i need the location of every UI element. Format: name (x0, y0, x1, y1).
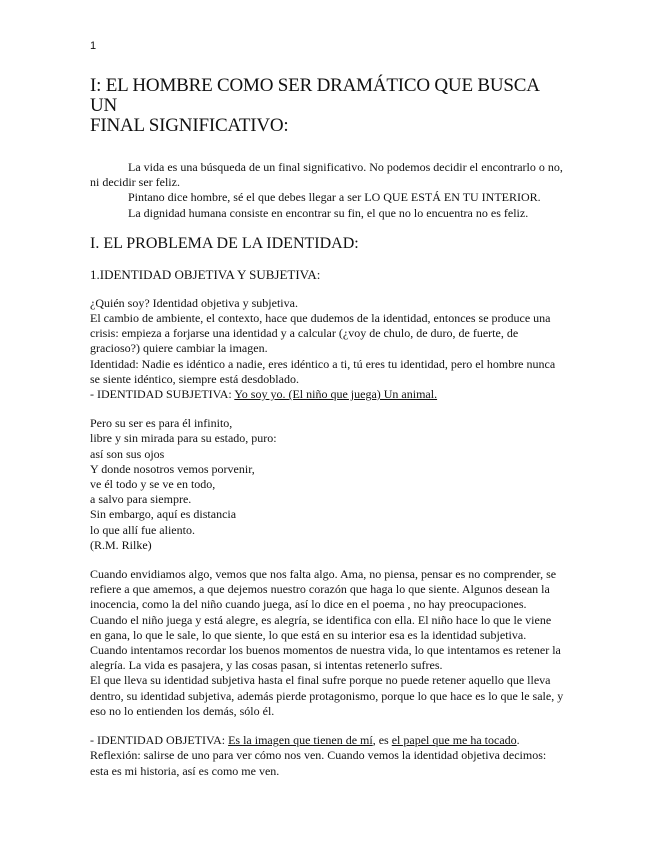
chapter-title-line-2: FINAL SIGNIFICATIVO: (90, 115, 289, 136)
poem (90, 416, 565, 553)
page-number: 1 (90, 40, 97, 52)
poem-line: Sin embargo, aquí es distancia (90, 507, 237, 522)
intro-paragraph-1: La vida es una búsqueda de un final significativo. No podemos decidir el encontrarlo o no, ni decidir ser feliz. (90, 160, 563, 190)
subsection-title: 1.IDENTIDAD OBJETIVA Y SUBJETIVA: (90, 266, 321, 282)
chapter-title-line-1: I: EL HOMBRE COMO SER DRAMÁTICO QUE BUSCA UN (90, 75, 539, 116)
poem-line: así son sus ojos (90, 446, 165, 461)
poem-line: Pero su ser es para él infinito, (90, 416, 233, 431)
poem-line: libre y sin mirada para su estado, puro: (90, 431, 277, 446)
objective-identity-label: - IDENTIDAD OBJETIVA: (90, 733, 229, 748)
reflection-paragraph: Reflexión: salirse de uno para ver cómo nos ven. Cuando vemos la identidad objetiva decimos: esta es mi historia, así es como me ven. (90, 748, 547, 778)
document-body (90, 76, 565, 779)
block1-line-2: El cambio de ambiente, el contexto, hace que dudemos de la identidad, entonces se produce una crisis: empieza a forjarse una identidad y a calcular (¿voy de chulo, de duro, de fuerte, de gracioso?) quiere cambiar la imagen. (90, 311, 551, 356)
poem-line: ve él todo y se ve en todo, (90, 477, 216, 492)
intro-paragraph-2: Pintano dice hombre, sé el que debes llegar a ser LO QUE ESTÁ EN TU INTERIOR. (128, 190, 541, 205)
subjective-identity-text: Yo soy yo. (El niño que juega) Un animal. (234, 387, 438, 402)
chapter-title (90, 76, 565, 136)
block1-line-1: ¿Quién soy? Identidad objetiva y subjetiva. (90, 295, 298, 310)
poem-line: lo que allí fue aliento. (90, 522, 195, 537)
block1-line-3: Identidad: Nadie es idéntico a nadie, eres idéntico a ti, tú eres tu identidad, pero el hombre nunca se siente idéntico, siempre está desdoblado. (90, 356, 556, 386)
block2-paragraph-1: Cuando envidiamos algo, vemos que nos falta algo. Ama, no piensa, pensar es no comprender, se refiere a que amemos, a que dejemos nuestro corazón que haga lo que siente. Algunos desean la inocencia, como la del niño cuando juega, así lo dice en el poema , no hay preocupaciones. Cuando el niño juega y está alegre, es alegría, se identifica con ella. El niño hace lo que le viene en gana, lo que le sale, lo que siente, lo que está en su interior esa es la identidad subjetiva. (90, 567, 557, 642)
objective-identity-image: Es la imagen que tienen de mí (228, 733, 373, 748)
section-title: I. EL PROBLEMA DE LA IDENTIDAD: (90, 234, 359, 252)
block2-paragraph-2: Cuando intentamos recordar los buenos momentos de nuestra vida, lo que intentamos es retener la alegría. La vida es pasajera, y las cosas pasan, si intentas retenerlo sufres. (90, 643, 561, 673)
objective-identity-role: el papel que me ha tocado (391, 733, 517, 748)
objective-identity-mid: , es (372, 733, 392, 748)
objective-identity-end: . (516, 733, 520, 748)
intro-paragraph-3: La dignidad humana consiste en encontrar su fin, el que no lo encuentra no es feliz. (128, 205, 529, 220)
poem-line: a salvo para siempre. (90, 492, 192, 507)
objective-identity-line (90, 733, 565, 748)
poem-author: (R.M. Rilke) (90, 537, 152, 552)
poem-line: Y donde nosotros vemos porvenir, (90, 461, 255, 476)
block2-paragraph-3: El que lleva su identidad subjetiva hasta el final sufre porque no puede retener aquello que lleva dentro, su identidad subjetiva, además pierde protagonismo, porque lo que hace es lo que le sale, y eso no lo entienden los demás, sólo él. (90, 673, 564, 718)
subjective-identity-label: - IDENTIDAD SUBJETIVA: (90, 387, 235, 402)
subjective-identity-line (90, 387, 565, 402)
